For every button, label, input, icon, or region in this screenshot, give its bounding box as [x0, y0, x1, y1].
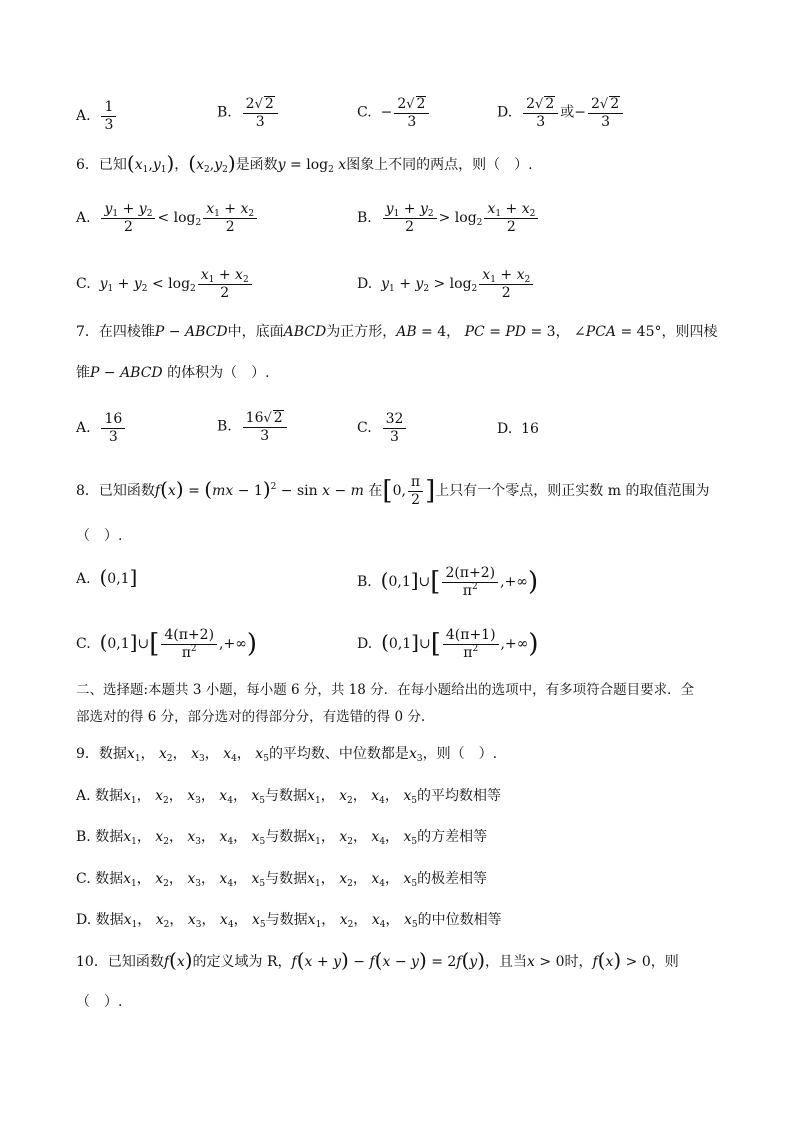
q7-stem-line1: 7．在四棱锥P − ABCD中，底面ABCD为正方形，AB = 4， PC = PD = 3， ∠PCA = 45°，则四棱	[76, 324, 718, 340]
q6-option-b[interactable]: B. $\frac{y_1 + y_2}{2}$ > $\log_2$ $\frac{x_1 + x_2}{2}$	[357, 202, 540, 234]
q5-option-a[interactable]: A. $\frac{1}{3}$	[76, 100, 118, 132]
q8-option-a[interactable]: A. (0,1]	[76, 565, 138, 589]
q10-stem-line2: （ ）.	[76, 994, 123, 1010]
q8-option-c[interactable]: C. (0,1]∪[ $\frac{4(\pi+2)}{\pi^2}$ ,+∞)	[76, 627, 258, 661]
q5-option-d[interactable]: D. $\frac{2√ 2}{3}$ 或− $\frac{2√ 2}{3}$	[497, 96, 625, 129]
q6-option-c[interactable]: C. $y_1 + y_2 < \log_2$ $\frac{x_1 + x_2}{2}$	[76, 268, 254, 300]
q8-option-b[interactable]: B. (0,1]∪[ $\frac{2(\pi+2)}{\pi^2}$ ,+∞)	[357, 565, 539, 599]
q5-option-c[interactable]: C. − $\frac{2√ 2}{3}$	[357, 96, 431, 129]
q6-option-d[interactable]: D. $y_1 + y_2 > \log_2$ $\frac{x_1 + x_2}{2}$	[357, 268, 535, 300]
fraction: $\frac{2√ 2}{3}$	[243, 96, 278, 129]
q8-stem: 8．已知函数f(x) = (mx − 1)$^2$ − sin x − m 在[0, $\frac{\pi}{2}$ ]上只有一个零点，则正实数 m 的取值范围为	[76, 474, 710, 508]
fraction: $\frac{2√ 2}{3}$	[588, 96, 623, 129]
q8-stem-line2: （ ）.	[76, 528, 123, 544]
q9-option-b[interactable]: B. 数据$x_1$， $x_2$， $x_3$， $x_4$， $x_5$与数据$x_1$， $x_2$， $x_4$， $x_5$的方差相等	[76, 829, 488, 847]
q9-stem: 9．数据$x_1$， $x_2$， $x_3$， $x_4$， $x_5$的平均数、中位数都是$x_3$，则（ ）.	[76, 746, 498, 764]
q9-option-d[interactable]: D. 数据$x_1$， $x_2$， $x_3$， $x_4$， $x_5$与数据$x_1$， $x_2$， $x_4$， $x_5$的中位数相等	[76, 912, 502, 930]
q6-stem: 6．已知$(x_1,y_1)$，$(x_2,y_2)$是函数$y = \log_2 x$图象上不同的两点，则（ ）.	[76, 151, 533, 175]
q7-option-a[interactable]: A. $\frac{16}{3}$	[76, 412, 127, 444]
q7-stem-line2: 锥P − ABCD 的体积为（ ）.	[76, 365, 270, 381]
q5-option-b[interactable]: B. $\frac{2√ 2}{3}$	[217, 96, 280, 129]
section2-instructions-line2: 部选对的得 6 分，部分选对的得部分分，有选错的得 0 分.	[76, 709, 426, 725]
q6-option-a[interactable]: A. $\frac{y_1 + y_2}{2}$ < $\log_2$ $\frac{x_1 + x_2}{2}$	[76, 202, 259, 234]
fraction: $\frac{2√ 2}{3}$	[523, 96, 558, 129]
q7-option-b[interactable]: B. $\frac{16√ 2}{3}$	[217, 410, 289, 443]
q10-stem: 10．已知函数f(x)的定义域为 R，f(x + y) − f(x − y) = 2f(y)，且当x > 0时，f(x) > 0，则	[76, 948, 679, 972]
q7-option-c[interactable]: C. $\frac{32}{3}$	[357, 412, 408, 444]
section2-instructions-line1: 二、选择题:本题共 3 小题，每小题 6 分，共 18 分．在每小题给出的选项中，有多项符合题目要求．全	[76, 682, 695, 698]
q7-option-d[interactable]: D. 16	[497, 421, 539, 437]
q9-option-c[interactable]: C. 数据$x_1$， $x_2$， $x_3$， $x_4$， $x_5$与数据$x_1$， $x_2$， $x_4$， $x_5$的极差相等	[76, 871, 488, 889]
fraction: $\frac{2√ 2}{3}$	[394, 96, 429, 129]
q9-option-a[interactable]: A. 数据$x_1$， $x_2$， $x_3$， $x_4$， $x_5$与数据$x_1$， $x_2$， $x_4$， $x_5$的平均数相等	[76, 788, 501, 806]
q8-option-d[interactable]: D. (0,1]∪[ $\frac{4(\pi+1)}{\pi^2}$ ,+∞)	[357, 627, 539, 661]
fraction: $\frac{1}{3}$	[101, 100, 116, 132]
